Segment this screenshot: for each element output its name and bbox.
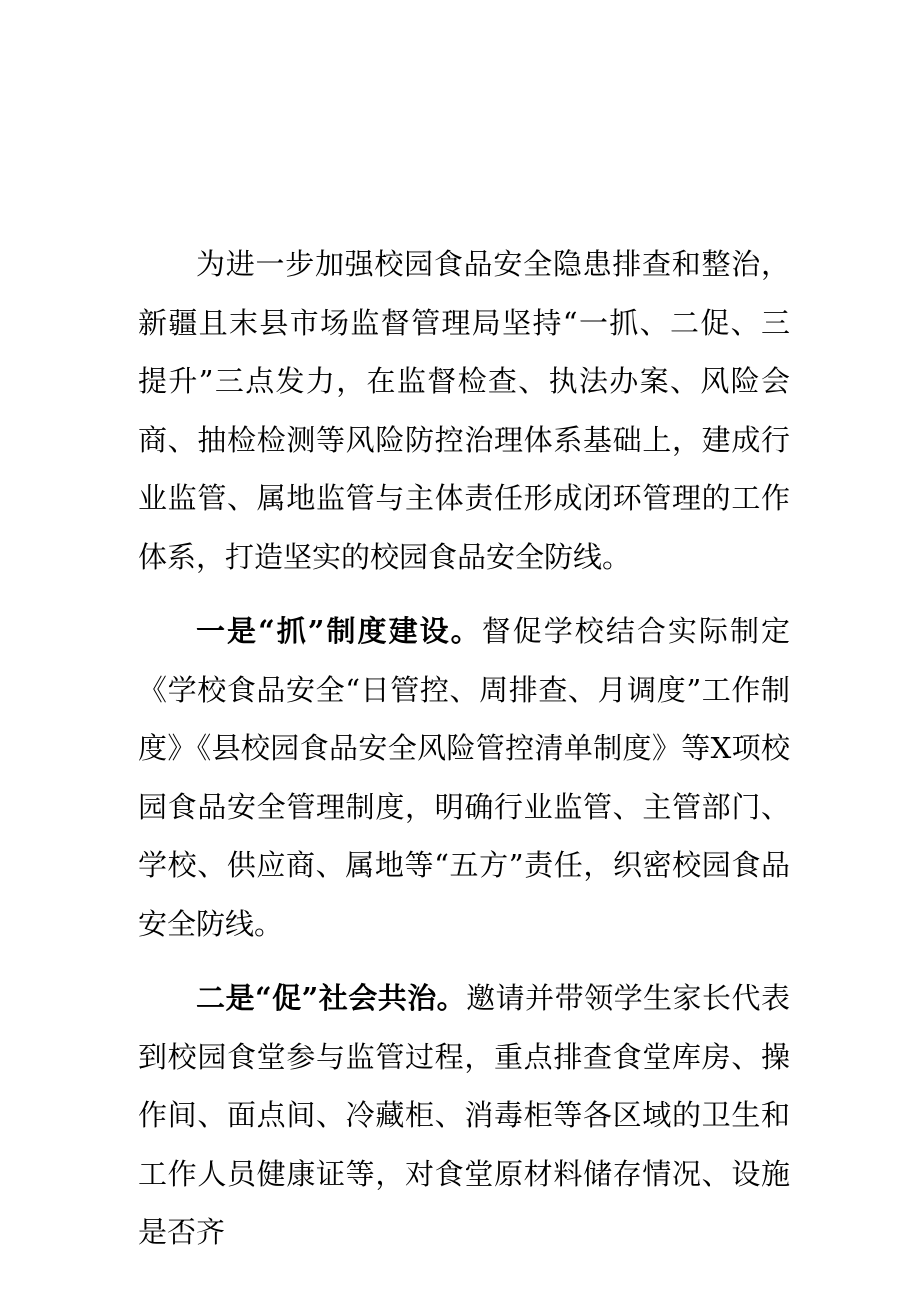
point-two-paragraph — [138, 969, 790, 1262]
paragraph-text: 督促学校结合实际制定《学校食品安全“日管控、周排查、月调度”工作制度》《县校园食品安全风险管控清单制度》等X项校园食品安全管理制度，明确行业监管、主管部门、学校、供应商、属地等“五方”责任，织密校园食品安全防线。 — [138, 614, 790, 941]
point-one-paragraph — [138, 602, 790, 953]
paragraph-lead: 一是“抓”制度建设。 — [196, 614, 482, 648]
paragraph-lead: 二是“促”社会共治。 — [196, 981, 467, 1015]
paragraph-text: 为进一步加强校园食品安全隐患排查和整治，新疆且末县市场监督管理局坚持“一抓、二促、三提升”三点发力，在监督检查、执法办案、风险会商、抽检检测等风险防控治理体系基础上，建成行业监管、属地监管与主体责任形成闭环管理的工作体系，打造坚实的校园食品安全防线。 — [138, 247, 790, 574]
paragraph-text: 邀请并带领学生家长代表到校园食堂参与监管过程，重点排查食堂库房、操作间、面点间、冷藏柜、消毒柜等各区域的卫生和工作人员健康证等，对食堂原材料储存情况、设施是否齐 — [138, 981, 790, 1249]
intro-paragraph — [138, 235, 790, 586]
document-body — [138, 235, 790, 1278]
